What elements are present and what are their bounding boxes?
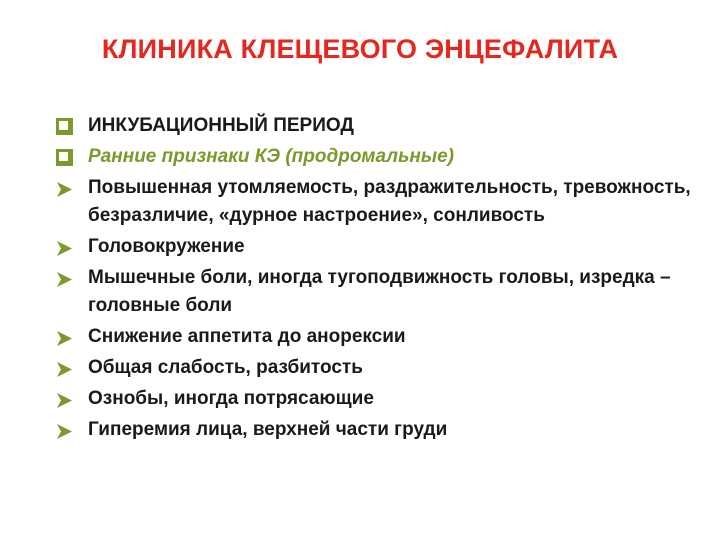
arrow-bullet-icon — [56, 179, 73, 196]
list-item — [56, 174, 696, 230]
square-bullet-icon — [56, 118, 73, 135]
arrow-bullet-icon — [56, 390, 73, 407]
list-item-text: Гиперемия лица, верхней части груди — [88, 419, 448, 440]
list-item — [56, 416, 696, 444]
list-item-text: Повышенная утомляемость, раздражительность, тревожность, безразличие, «дурное настроение», сонливость — [88, 177, 691, 226]
list-item — [56, 354, 696, 382]
arrow-bullet-icon — [56, 269, 73, 286]
square-bullet-icon — [56, 149, 73, 166]
list-item-text: Снижение аппетита до анорексии — [88, 326, 406, 347]
list-item-text: Ознобы, иногда потрясающие — [88, 388, 374, 409]
arrow-bullet-icon — [56, 238, 73, 255]
list-item — [56, 233, 696, 261]
arrow-bullet-icon — [56, 328, 73, 345]
slide-title: КЛИНИКА КЛЕЩЕВОГО ЭНЦЕФАЛИТА — [101, 34, 619, 64]
arrow-bullet-icon — [56, 421, 73, 438]
list-item-text: ИНКУБАЦИОННЫЙ ПЕРИОД — [88, 115, 354, 136]
list-item — [56, 143, 696, 171]
arrow-bullet-icon — [56, 359, 73, 376]
list-item-text: Ранние признаки КЭ (продромальные) — [88, 146, 454, 167]
list-item — [56, 264, 696, 320]
list-item-text: Общая слабость, разбитость — [88, 357, 363, 378]
symptom-list — [56, 112, 696, 447]
list-item — [56, 385, 696, 413]
list-item-text: Головокружение — [88, 236, 245, 257]
list-item — [56, 112, 696, 140]
list-item-text: Мышечные боли, иногда тугоподвижность головы, изредка – головные боли — [88, 267, 671, 316]
list-item — [56, 323, 696, 351]
